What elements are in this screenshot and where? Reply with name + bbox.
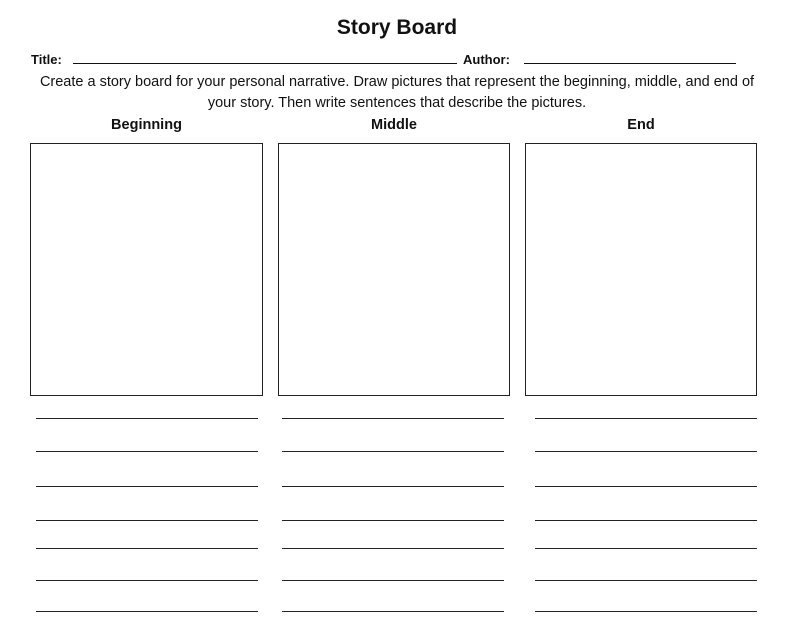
writing-line-beginning[interactable] — [36, 580, 258, 581]
writing-line-beginning[interactable] — [36, 418, 258, 419]
writing-line-beginning[interactable] — [36, 451, 258, 452]
writing-line-middle[interactable] — [282, 548, 504, 549]
writing-line-middle[interactable] — [282, 580, 504, 581]
writing-line-end[interactable] — [535, 418, 757, 419]
writing-line-middle[interactable] — [282, 611, 504, 612]
title-field[interactable] — [73, 63, 457, 64]
writing-line-middle[interactable] — [282, 486, 504, 487]
author-field[interactable] — [524, 63, 736, 64]
column-heading-middle: Middle — [371, 117, 417, 133]
writing-line-middle[interactable] — [282, 520, 504, 521]
column-heading-beginning: Beginning — [111, 117, 182, 133]
drawing-box-beginning[interactable] — [30, 143, 263, 396]
writing-line-end[interactable] — [535, 451, 757, 452]
writing-line-middle[interactable] — [282, 418, 504, 419]
author-label: Author: — [463, 52, 510, 67]
drawing-box-middle[interactable] — [278, 143, 510, 396]
title-label: Title: — [31, 52, 62, 67]
writing-line-end[interactable] — [535, 486, 757, 487]
writing-line-end[interactable] — [535, 548, 757, 549]
writing-line-beginning[interactable] — [36, 520, 258, 521]
writing-line-end[interactable] — [535, 580, 757, 581]
writing-line-end[interactable] — [535, 520, 757, 521]
column-heading-end: End — [627, 117, 655, 133]
drawing-box-end[interactable] — [525, 143, 757, 396]
writing-line-beginning[interactable] — [36, 611, 258, 612]
writing-line-beginning[interactable] — [36, 548, 258, 549]
writing-line-middle[interactable] — [282, 451, 504, 452]
writing-line-beginning[interactable] — [36, 486, 258, 487]
writing-line-end[interactable] — [535, 611, 757, 612]
instructions-text: Create a story board for your personal narrative. Draw pictures that represent the beginning, middle, and end of your story. Then write sentences that describe the pictures. — [39, 74, 755, 111]
page-title: Story Board — [336, 16, 458, 39]
